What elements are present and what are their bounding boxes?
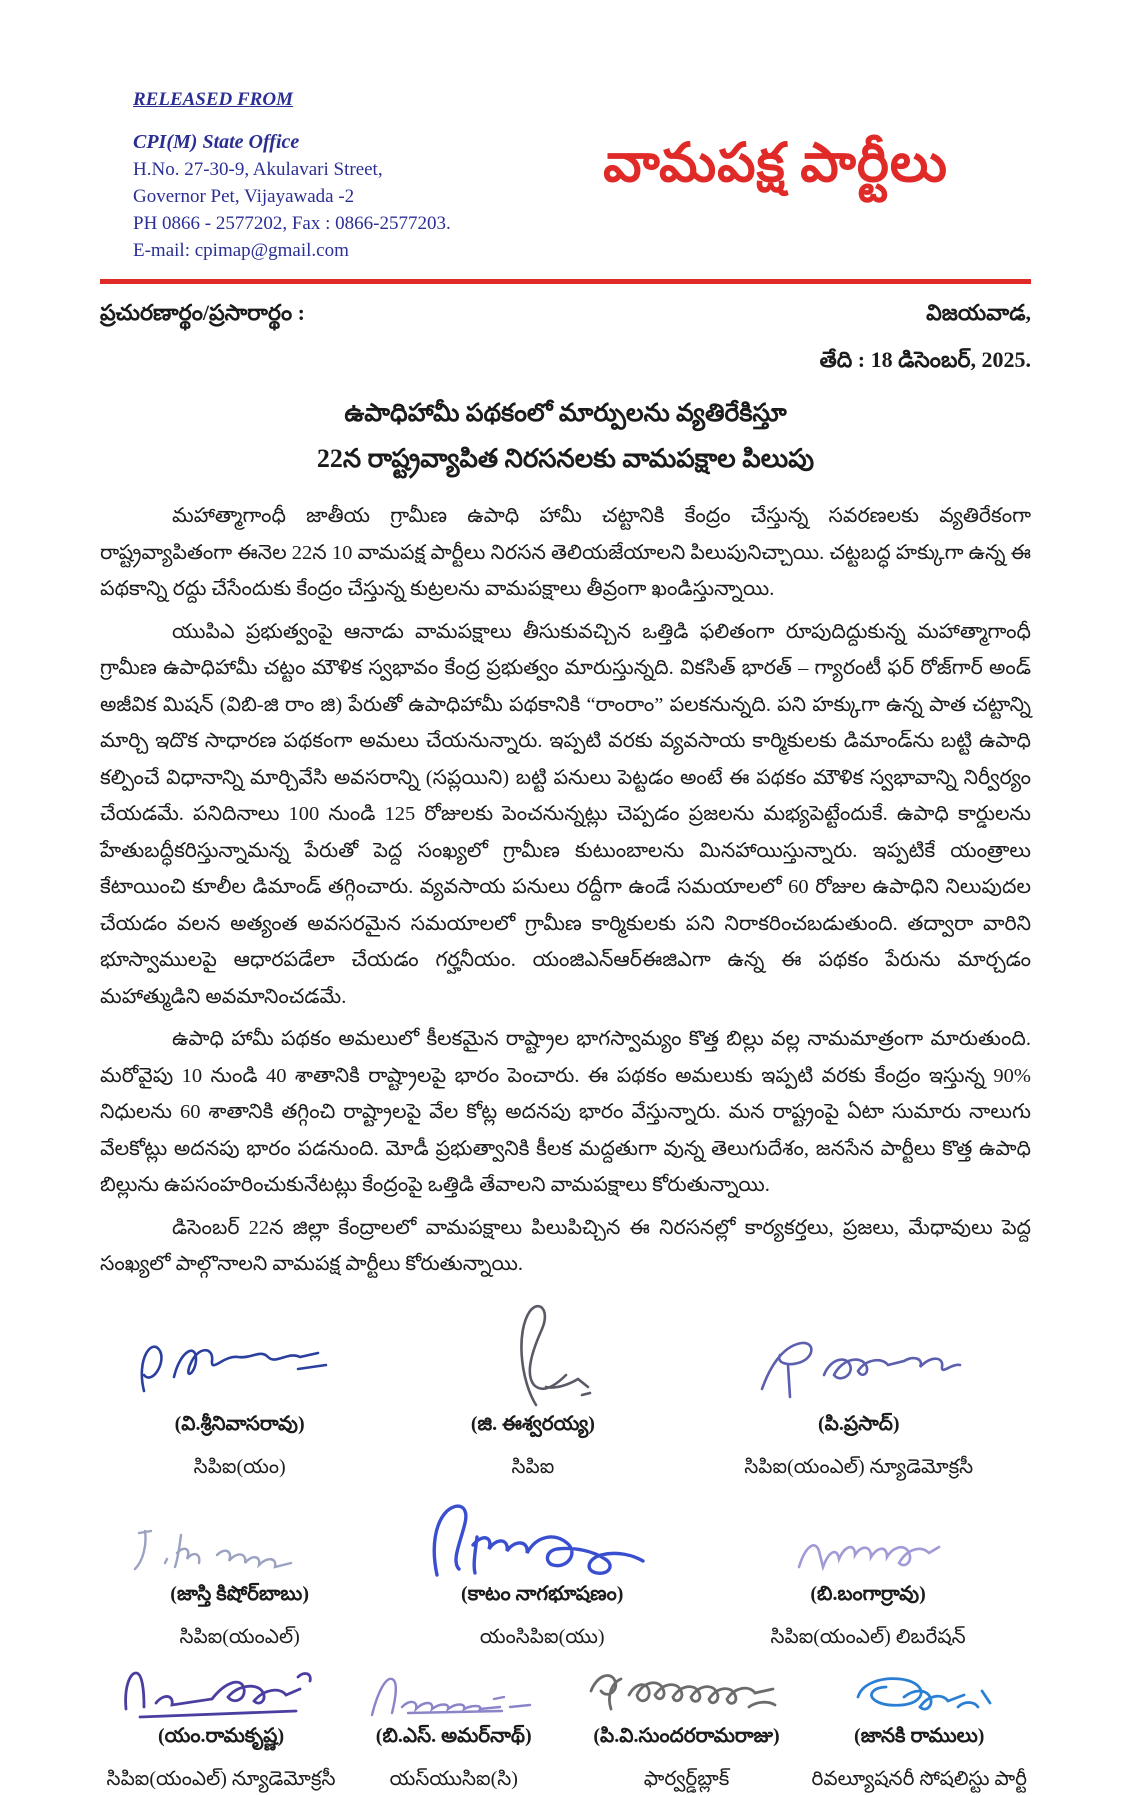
signatory-name: (కాటం నాగభూషణం) [461,1582,624,1605]
signature-image [744,1331,974,1411]
organization-title-block [520,88,1031,193]
paragraph-4: డిసెంబర్ 22న జిల్లా కేంద్రాలలో వామపక్షాలు పిలుపిచ్చిన ఈ నిరసనల్లో కార్యకర్తలు, ప్రజలు, మేధావులు పెద్ద సంఖ్యలో పాల్గొనాలని వామపక్ష పార్టీలు కోరుతున్నాయి. [100,1216,1031,1276]
signature-image [577,1661,797,1723]
signature-image [130,1325,350,1411]
signature-image [125,1519,355,1581]
headline-line-2: 22న రాష్ట్రవ్యాపిత నిరసనలకు వామపక్షాల పిలుపు [316,444,815,474]
signature-image [834,1667,1004,1723]
headline [100,400,1031,480]
signatory-v-srinivasarao [100,1325,379,1483]
signatory-name: (బి.ఎస్. అమర్‌నాథ్) [375,1724,532,1747]
letterhead-address-block [100,88,520,265]
signatory-jasti-kishore-babu [100,1519,379,1653]
signature-image [783,1523,953,1581]
signatory-pv-sundararamaraju [565,1661,807,1795]
signatory-b-bangararao [705,1523,1031,1653]
signatory-name: (జాస్తి కిషోర్‌బాబు) [170,1582,309,1605]
organization-title: వామపక్ష పార్టీలు [603,133,948,193]
signatory-party: రివల్యూషనరీ సోషలిస్టు పార్టీ [811,1767,1027,1790]
date-line: తేది : 18 డిసెంబర్, 2025. [819,347,1031,373]
signatory-party: యస్‌యుసిఐ(సి) [389,1767,518,1790]
body-text [100,498,1031,1283]
signatory-party: సిపిఐ(యంఎల్) న్యూడెమోక్రసీ [744,1455,974,1478]
signatory-party: సిపిఐ(యంఎల్) లిబరేషన్ [770,1625,966,1648]
paragraph-3: ఉపాధి హామీ పథకం అమలులో కీలకమైన రాష్ట్రాల భాగస్వామ్యం కొత్త బిల్లు వల్ల నామమాత్రంగా మారుతుంది. మరోవైపు 10 నుండి 40 శాతానికి రాష్ట్రాలపై భారం పెంచారు. ఈ పథకం అమలుకు ఇప్పటి వరకు కేంద్రం ఇస్తున్న 90% నిధులను 60 శాతానికి తగ్గించి రాష్ట్రాలపై వేల కోట్ల అదనపు భారం వేస్తున్నారు. మన రాష్ట్రంపై ఏటా సుమారు నాలుగు వేలకోట్లు అదనపు భారం పడనుంది. మోడీ ప్రభుత్వానికి కీలక మద్దతుగా వున్న తెలుగుదేశం, జనసేన పార్టీలు కొత్త ఉపాధి బిల్లును ఉపసంహరించుకునేటట్లు కేంద్రంపై ఒత్తిడి తేవాలని వామపక్షాలు కోరుతున్నాయి. [100,1028,1031,1197]
letterhead [100,88,1031,265]
signatory-party: సిపిఐ(యం) [193,1455,286,1478]
signature-image [417,1489,667,1581]
paragraph-2: యుపిఎ ప్రభుత్వంపై ఆనాడు వామపక్షాలు తీసుకువచ్చిన ఒత్తిడి ఫలితంగా రూపుదిద్దుకున్న మహాత్మాగాంధీ గ్రామీణ ఉపాధిహామీ చట్టం మౌళిక స్వభావం కేంద్ర ప్రభుత్వం మారుస్తున్నది. వికసిత్ భారత్ – గ్యారంటీ ఫర్ రోజ్‌గార్ అండ్ అజీవిక మిషన్ (విబి-జి రాం జి) పేరుతో ఉపాధిహామీ పథకానికి “రాంరాం” పలకనున్నది. పని హక్కుగా ఉన్న పాత చట్టాన్ని మార్చి ఇదొక సాధారణ పథకంగా అమలు చేయనున్నారు. ఇప్పటి వరకు వ్యవసాయ కార్మికులకు డిమాండ్‌ను బట్టి ఉపాధి కల్పించే విధానాన్ని మార్చివేసి అవసరాన్ని (సప్లయిని) బట్టి పనులు పెట్టడం అంటే ఈ పథకం మౌళిక స్వభావాన్ని నిర్వీర్యం చేయడమే. పనిదినాలు 100 నుండి 125 రోజులకు పెంచనున్నట్లు చెప్పడం ప్రజలను మభ్యపెట్టేందుకే. ఉపాధి కార్డులను హేతుబద్ధీకరిస్తున్నామన్న పేరుతో పెద్ద సంఖ్యలో గ్రామీణ కుటుంబాలను మినహాయిస్తున్నారు. ఇప్పటికే యంత్రాలు కేటాయించి కూలీల డిమాండ్ తగ్గించారు. వ్యవసాయ పనులు రద్దీగా ఉండే సమయాలలో 60 రోజుల ఉపాధిని నిలుపుదల చేయడం వలన అత్యంత అవసరమైన సమయాలలో గ్రామీణ కార్మికులకు పని నిరాకరించబడుతుంది. తద్వారా వారిని భూస్వాములపై ఆధారపడేలా చేయడం గర్హనీయం. యంజిఎన్ఆర్ఈజిఎగా ఉన్న ఈ పథకం పేరును మార్చడం మహాత్ముడిని అవమానించడమే. [100,620,1031,1008]
signatory-party: ఫార్వర్డ్‌బ్లాక్ [643,1767,730,1790]
released-from-label: RELEASED FROM [133,89,293,110]
signatory-party: సిపిఐ [511,1455,555,1478]
address-line-1: H.No. 27-30-9, Akulavari Street, [133,158,383,180]
signatory-party: సిపిఐ(యంఎల్) న్యూడెమోక్రసీ [106,1767,336,1790]
signatory-m-ramakrishna [100,1659,342,1795]
signatory-janaki-ramulu [808,1667,1031,1795]
purpose-label: ప్రచురణార్థం/ప్రసారార్థం : [100,300,305,326]
place-label: విజయవాడ, [926,300,1031,326]
signatory-name: (బి.బంగార్రావు) [810,1582,926,1605]
email-line: E-mail: cpimap@gmail.com [133,239,349,261]
signature-image [116,1659,326,1723]
signatory-party: సిపిఐ(యంఎల్) [179,1625,300,1648]
signatory-party: యంసిపిఐ(యు) [479,1625,605,1648]
signatory-p-prasad [687,1331,1031,1483]
signatory-name: (పి.ప్రసాద్) [817,1412,900,1435]
signature-image [458,1301,608,1411]
address-line-3: PH 0866 - 2577202, Fax : 0866-2577203. [133,212,451,234]
signatory-name: (యం.రామకృష్ణ) [157,1724,285,1747]
signatory-g-eswaraiah [379,1301,686,1483]
headline-line-1: ఉపాధిహామీ పథకంలో మార్పులను వ్యతిరేకిస్తూ [344,400,787,428]
signature-image [354,1667,554,1723]
meta-section [100,300,1031,378]
office-name: CPI(M) State Office [133,130,300,153]
signatory-katam-nagabhushanam [379,1489,705,1653]
signatory-bs-amarnath [342,1667,565,1795]
letterhead-divider [100,279,1031,284]
address-line-2: Governor Pet, Vijayawada -2 [133,185,355,207]
paragraph-1: మహాత్మాగాంధీ జాతీయ గ్రామీణ ఉపాధి హామీ చట్టానికి కేంద్రం చేస్తున్న సవరణలకు వ్యతిరేకంగా రాష్ట్రవ్యాపితంగా ఈనెల 22న 10 వామపక్ష పార్టీలు నిరసన తెలియజేయాలని పిలుపునిచ్చాయి. చట్టబద్ధ హక్కుగా ఉన్న ఈ పథకాన్ని రద్దు చేసేందుకు కేంద్రం చేస్తున్న కుట్రలను వామపక్షాలు తీవ్రంగా ఖండిస్తున్నాయి. [100,505,1031,601]
signatory-name: (వి.శ్రీనివాసరావు) [174,1412,305,1435]
signatory-name: (పి.వి.సుందరరామరాజు) [593,1724,780,1747]
signatory-name: (జి. ఈశ్వరయ్య) [470,1412,595,1435]
signatories-section [100,1301,1031,1795]
signatory-name: (జానకి రాములు) [854,1724,985,1747]
